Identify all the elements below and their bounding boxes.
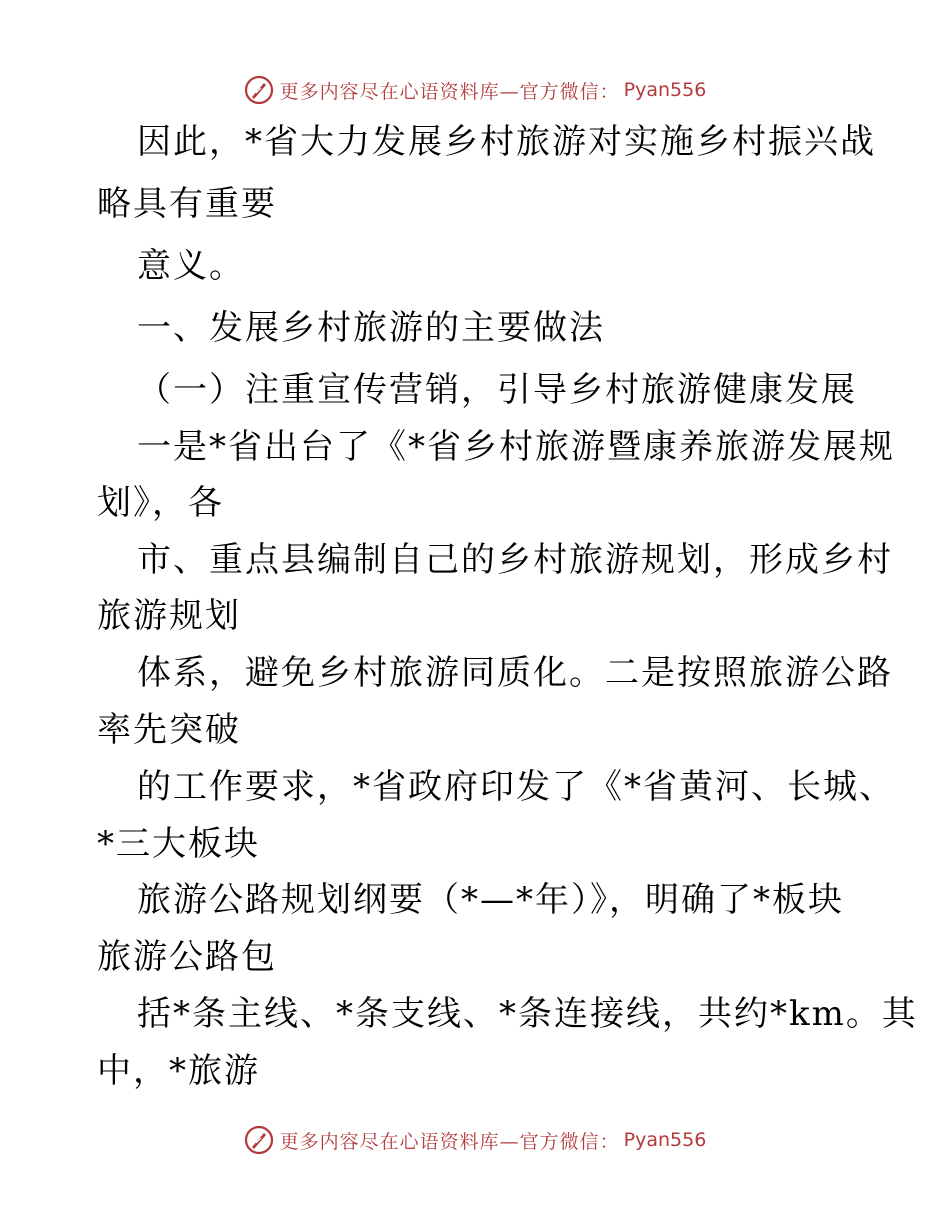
watermark-wechat-id: Pyan556 [623,1129,707,1151]
text-line: 体系，避免乡村旅游同质化。二是按照旅游公路 [137,653,893,693]
text-line: 一是*省出台了《*省乡村旅游暨康养旅游发展规 [137,427,895,467]
watermark-footer [0,1120,950,1160]
text-line: 旅游规划 [97,596,241,636]
watermark-text: 更多内容尽在心语资料库—官方微信： [279,80,620,103]
subsection-heading: （一）注重宣传营销，引导乡村旅游健康发展 [137,370,857,410]
text-line: 市、重点县编制自己的乡村旅游规划，形成乡村 [137,540,893,580]
text-line: 略具有重要 [97,184,277,224]
text-line: 旅游公路包 [97,937,277,977]
watermark-wechat-id: Pyan556 [623,79,707,101]
feather-pen-logo-icon [244,75,274,105]
watermark-header [0,70,950,110]
watermark-text: 更多内容尽在心语资料库—官方微信： [279,1130,620,1153]
section-heading: 一、发展乡村旅游的主要做法 [137,308,605,348]
text-line: 旅游公路规划纲要（*—*年）》，明确了*板块 [137,880,844,920]
text-line: 的工作要求，*省政府印发了《*省黄河、长城、 [137,767,895,807]
text-line: 因此，*省大力发展乡村旅游对实施乡村振兴战 [137,122,876,162]
text-line: 意义。 [137,246,245,286]
text-line: *三大板块 [97,824,260,864]
text-line: 划》，各 [97,483,224,523]
text-line: 括*条主线、*条支线、*条连接线，共约*km。其 [137,994,918,1034]
text-line: 率先突破 [97,710,241,750]
feather-pen-logo-icon [244,1125,274,1155]
text-line: 中，*旅游 [97,1051,260,1091]
